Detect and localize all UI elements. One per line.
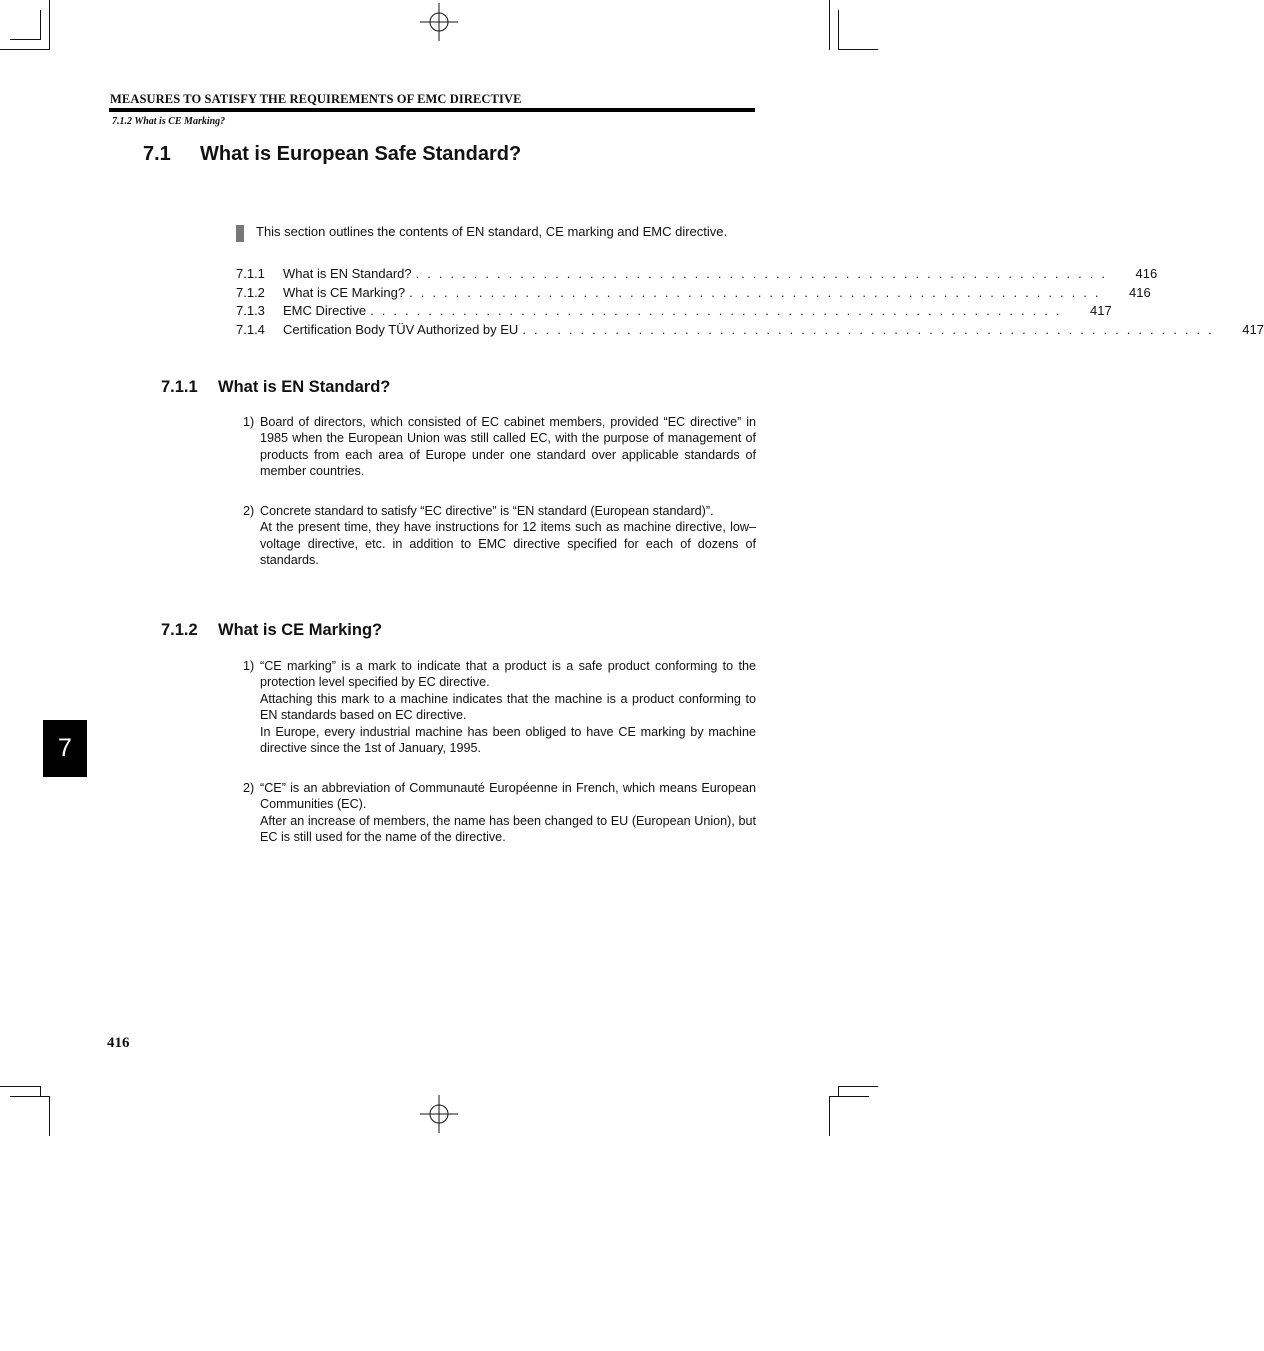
toc-entry[interactable]: [236, 322, 1264, 341]
crop-mark: [0, 49, 50, 50]
toc-entry[interactable]: [236, 303, 1112, 322]
registration-mark-top: [420, 3, 458, 41]
paragraph: Concrete standard to satisfy “EC directive” is “EN standard (European standard)”.: [260, 504, 714, 518]
toc-entry[interactable]: [236, 266, 1158, 285]
crop-mark: [10, 1096, 50, 1097]
paragraph: At the present time, they have instructions for 12 items such as machine directive, low–voltage directive, etc. in addition to EMC directive specified for each of dozens of standards.: [260, 520, 756, 568]
toc-page: 416: [1129, 284, 1151, 300]
crop-mark: [829, 0, 830, 50]
crop-mark: [829, 1096, 869, 1097]
crop-mark: [829, 1096, 830, 1136]
toc-title: What is EN Standard?: [283, 266, 416, 281]
paragraph: Attaching this mark to a machine indicates that the machine is a product conforming to EN standards based on EC directive.: [260, 691, 756, 723]
paragraph: “CE marking” is a mark to indicate that a product is a safe product conforming to the protection level specified by EC directive.: [260, 659, 756, 690]
section-heading: [143, 143, 521, 166]
running-header: MEASURES TO SATISFY THE REQUIREMENTS OF EMC DIRECTIVE: [110, 92, 522, 106]
section-number: 7.1: [143, 143, 171, 165]
toc-leader: . . . . . . . . . . . . . . . . . . . . . . . . . . . . . . . . . . . . . . . . . . . . . . . . . . . . . . . . . . . .: [522, 322, 1214, 338]
toc-leader: . . . . . . . . . . . . . . . . . . . . . . . . . . . . . . . . . . . . . . . . . . . . . . . . . . . . . . . . . . . .: [415, 266, 1108, 281]
page-number: 416: [107, 1035, 130, 1051]
paragraph: After an increase of members, the name has been changed to EU (European Union), but EC is still used for the name of the directive.: [260, 813, 756, 845]
crop-mark: [49, 0, 50, 50]
toc-page: 417: [1089, 303, 1112, 319]
outline-text: This section outlines the contents of EN standard, CE marking and EMC directive.: [256, 224, 728, 239]
toc-title: What is CE Marking?: [283, 285, 409, 300]
crop-mark: [838, 49, 878, 50]
list-item: [243, 503, 756, 569]
chapter-tab: 7: [43, 720, 87, 777]
paragraph: Board of directors, which consisted of EC cabinet members, provided “EC directive” in 1985 when the European Union was still called EC, with the purpose of management of products from each area of Europe under one standard over applicable standards of member countries.: [260, 415, 756, 479]
crop-mark: [0, 1086, 40, 1087]
running-subheader: 7.1.2 What is CE Marking?: [112, 116, 226, 127]
table-of-contents: [236, 266, 1264, 341]
subsection-heading-en-standard: [161, 378, 390, 397]
toc-entry[interactable]: [236, 284, 1151, 304]
toc-page: 417: [1242, 322, 1264, 338]
toc-number: 7.1.4: [236, 322, 265, 338]
crop-mark: [838, 10, 839, 50]
subsection-title: What is EN Standard?: [218, 378, 391, 396]
crop-mark: [838, 1086, 839, 1096]
crop-mark: [40, 10, 41, 40]
list-item: [243, 658, 756, 756]
subsection-heading-ce-marking: [161, 621, 382, 640]
toc-leader: . . . . . . . . . . . . . . . . . . . . . . . . . . . . . . . . . . . . . . . . . . . . . . . . . . . . . . . . . . . .: [409, 284, 1101, 300]
paragraph: In Europe, every industrial machine has been obliged to have CE marking by machine directive since the 1st of January, 1995.: [260, 724, 756, 756]
section-title: What is European Safe Standard?: [200, 143, 522, 165]
toc-leader: . . . . . . . . . . . . . . . . . . . . . . . . . . . . . . . . . . . . . . . . . . . . . . . . . . . . . . . . . . . .: [370, 303, 1062, 319]
item-marker: 1): [243, 415, 255, 429]
header-rule: [109, 108, 755, 112]
crop-mark: [10, 39, 40, 40]
list-item: [243, 780, 756, 846]
subsection-number: 7.1.2: [161, 621, 198, 639]
subsection-title: What is CE Marking?: [218, 621, 383, 639]
registration-mark-bottom: [420, 1095, 458, 1133]
crop-mark: [838, 1086, 878, 1087]
crop-mark: [40, 1086, 41, 1096]
paragraph: “CE” is an abbreviation of Communauté Européenne in French, which means European Communities (EC).: [260, 781, 756, 812]
toc-number: 7.1.1: [236, 266, 265, 281]
subsection-number: 7.1.1: [161, 378, 198, 396]
toc-number: 7.1.3: [236, 303, 265, 319]
list-item: [243, 414, 756, 480]
toc-title: EMC Directive: [283, 303, 370, 318]
crop-mark: [49, 1096, 50, 1136]
item-marker: 2): [243, 504, 255, 518]
outline-marker: [236, 225, 244, 242]
item-marker: 2): [243, 781, 255, 795]
toc-title: Certification Body TÜV Authorized by EU: [283, 322, 522, 337]
item-marker: 1): [243, 659, 255, 673]
toc-page: 416: [1135, 266, 1158, 281]
toc-number: 7.1.2: [236, 284, 265, 300]
